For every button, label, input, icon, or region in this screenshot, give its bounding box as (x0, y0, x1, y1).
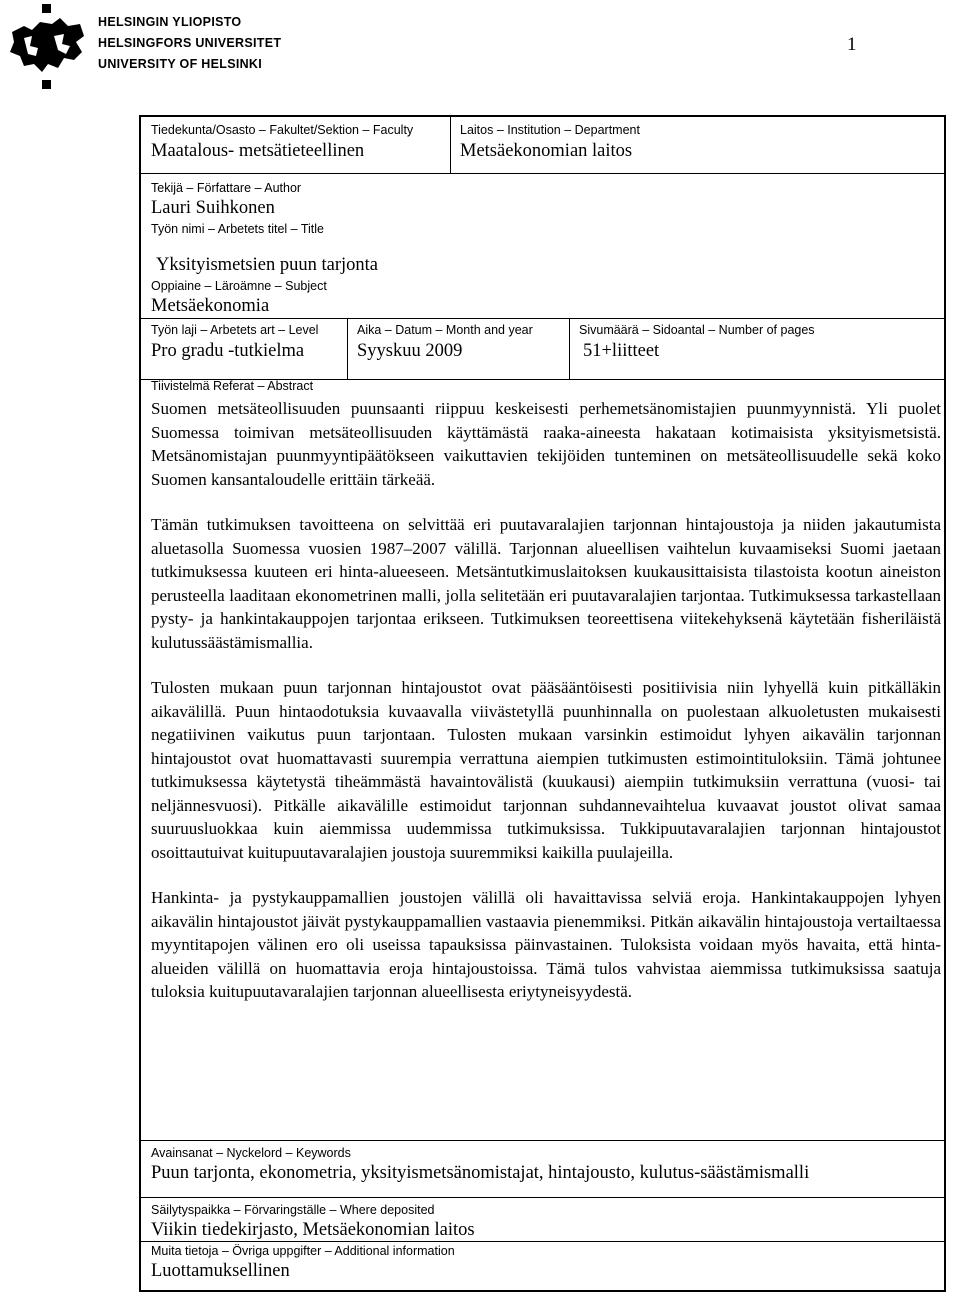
abstract-paragraph: Hankinta- ja pystykauppamallien joustojen välillä oli havaittavissa selviä eroja. Hankintakauppojen lyhyen aikavälin hintajoustot jäivät pystykauppamallien vastaavia pienemmiksi. Pitkän aikavälin hintajoustoja vertailtaessa myyntitapojen välinen ero oli useissa tapauksissa päinvastainen. Tuloksista voidaan myös havaita, että hinta-alueiden välillä on huomattavia eroja hintajoustoissa. Tämä tulos vahvistaa aiemmissa tutkimuksissa saatuja tuloksia kuitupuutavaralajien tarjonnan alueellisesta eriytyneisyydestä. (151, 888, 941, 1001)
divider (141, 173, 944, 174)
faculty-label: Tiedekunta/Osasto – Fakultet/Sektion – Faculty (151, 123, 414, 137)
divider (141, 1197, 944, 1198)
university-name-fi: HELSINGIN YLIOPISTO (98, 15, 242, 29)
level-label: Työn laji – Arbetets art – Level (151, 323, 319, 337)
abstract-label: Tiivistelmä Referat – Abstract (151, 379, 314, 393)
title-label: Työn nimi – Arbetets titel – Title (151, 222, 324, 236)
department-label: Laitos – Institution – Department (460, 123, 640, 137)
page-number: 1 (847, 34, 857, 55)
subject-value: Metsäekonomia (151, 296, 270, 316)
university-name-sv: HELSINGFORS UNIVERSITET (98, 36, 282, 50)
divider (141, 318, 944, 319)
author-label: Tekijä – Författare – Author (151, 181, 302, 195)
pages-label: Sivumäärä – Sidoantal – Number of pages (579, 323, 815, 337)
title-value: Yksityismetsien puun tarjonta (156, 255, 378, 275)
department-value: Metsäekonomian laitos (460, 141, 633, 161)
pages-value: 51+liitteet (583, 341, 660, 361)
additional-value: Luottamuksellinen (151, 1261, 290, 1281)
university-logo (2, 2, 90, 90)
divider (141, 1241, 944, 1242)
university-name (98, 12, 281, 75)
date-label: Aika – Datum – Month and year (357, 323, 533, 337)
university-name-en: UNIVERSITY OF HELSINKI (98, 57, 263, 71)
divider (569, 318, 570, 379)
abstract-paragraph: Suomen metsäteollisuuden puunsaanti riippuu keskeisesti perhemetsänomistajien puunmyynnistä. Yli puolet Suomessa toimivan metsäteollisuuden käyttämästä raaka-aineesta hakataan kotimaisista yksityismetsistä. Metsänomistajan puunmyyntipäätökseen vaikuttavien tekijöiden tunteminen on metsäteollisuudelle sekä koko Suomen kansantaloudelle erittäin tärkeää. (151, 399, 941, 489)
additional-label: Muita tietoja – Övriga uppgifter – Additional information (151, 1244, 455, 1258)
divider (450, 117, 451, 173)
date-value: Syyskuu 2009 (357, 341, 463, 361)
thesis-abstract-form (139, 115, 946, 1292)
deposited-value: Viikin tiedekirjasto, Metsäekonomian laitos (151, 1220, 475, 1240)
level-value: Pro gradu -tutkielma (151, 341, 305, 361)
abstract-paragraph: Tulosten mukaan puun tarjonnan hintajoustot ovat pääsääntöisesti positiivisia niin lyhyellä kuin pitkälläkin aikavälillä. Puun hintaodotuksia kuvaavalla viivästetyllä puunhinnalla on puolestaan alkuoletusten mukaisesti negatiivinen vaikutus puun tarjontaan. Tulosten mukaan varsinkin estimoidut lyhyen aikavälin tarjonnan hintajoustot ovat huomattavasti suurempia verrattuna aiempien tutkimusten estimointituloksiin. Tämä johtunee tutkimuksessa käytetystä tiheämmästä havaintovälistä (kuukausi) aiempiin tutkimuksiin verrattuna (vuosi- tai neljännesvuosi). Pitkälle aikavälille estimoidut tarjonnan suhdannevaihtelua kuvaavat joustot olivat samaa suuruusluokkaa kuin aiemmissa uudemmissa tutkimuksissa. Tukkipuutavaralajien tarjonnan hintajoustot osoittautuivat kuitupuutavaralajien joustoja suuremmiksi kaikilla puulajeilla. (151, 678, 941, 862)
divider (141, 1140, 944, 1141)
faculty-value: Maatalous- metsätieteellinen (151, 141, 365, 161)
divider (347, 318, 348, 379)
deposited-label: Säilytyspaikka – Förvaringställe – Where deposited (151, 1203, 435, 1217)
abstract-body (151, 397, 941, 1026)
keywords-value: Puun tarjonta, ekonometria, yksityismetsänomistajat, hintajousto, kulutus-säästämismalli (151, 1163, 810, 1183)
subject-label: Oppiaine – Läroämne – Subject (151, 279, 327, 293)
keywords-label: Avainsanat – Nyckelord – Keywords (151, 1146, 351, 1160)
author-value: Lauri Suihkonen (151, 198, 275, 218)
abstract-paragraph: Tämän tutkimuksen tavoitteena on selvittää eri puutavaralajien tarjonnan hintajoustoja ja niiden jakautumista aluetasolla Suomessa vuosien 1987–2007 välillä. Tarjonnan alueellisen vaihtelun kuvaamiseksi Suomi jaetaan tutkimuksessa kuuteen eri hinta-alueeseen. Metsäntutkimuslaitoksen kuukausittaisista tilastoista kootun aineiston perusteella laaditaan ekonometrinen malli, jolla selitetään eri puutavaralajien tarjontaa. Tutkimuksessa tarkastellaan pysty- ja hankintakauppojen tarjontaa erikseen. Tutkimuksen teoreettisena viitekehyksenä käytetään fisheriläistä kulutussäästämismallia. (151, 515, 941, 652)
